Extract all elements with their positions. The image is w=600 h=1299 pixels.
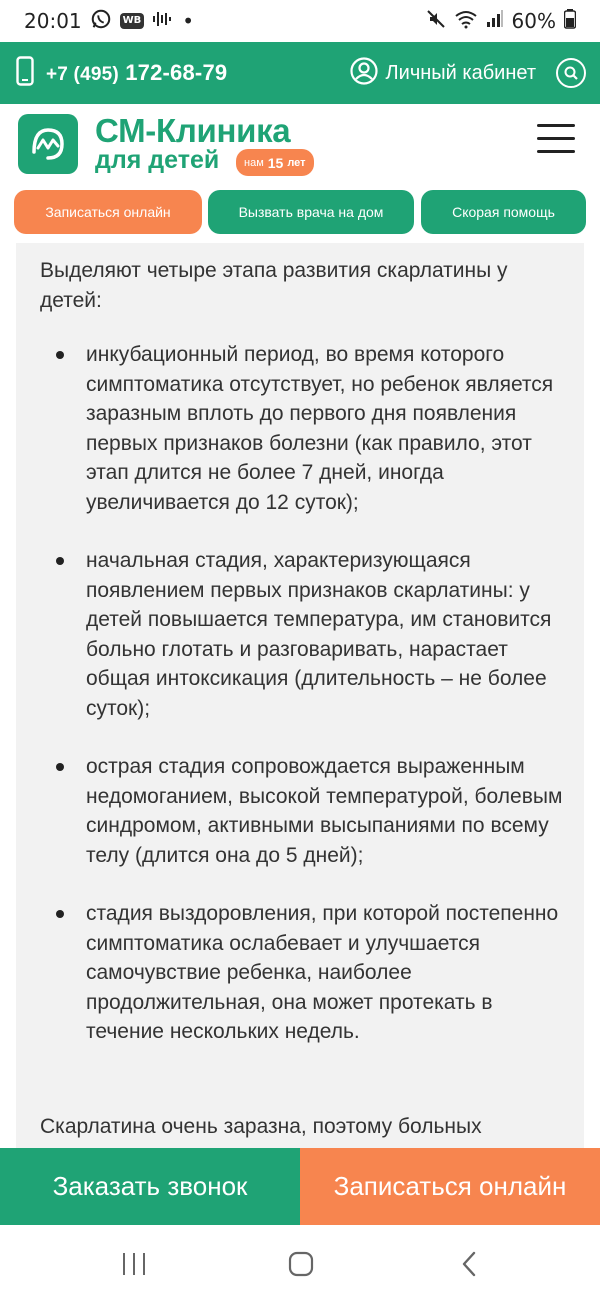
bullet-icon bbox=[56, 351, 64, 359]
doctor-home-button[interactable]: Вызвать врача на дом bbox=[208, 190, 414, 234]
battery-icon bbox=[564, 9, 576, 34]
years-badge-unit: лет bbox=[287, 156, 306, 169]
back-icon[interactable] bbox=[452, 1247, 486, 1281]
status-time: 20:01 bbox=[24, 9, 82, 33]
stages-list bbox=[40, 340, 570, 1076]
emergency-button[interactable]: Скорая помощь bbox=[421, 190, 586, 234]
system-nav-bar bbox=[0, 1225, 600, 1299]
bullet-icon bbox=[56, 557, 64, 565]
home-icon[interactable] bbox=[284, 1247, 318, 1281]
brand-name[interactable]: СМ-Клиника bbox=[95, 112, 291, 149]
action-buttons bbox=[0, 186, 600, 242]
wifi-icon bbox=[454, 9, 478, 34]
whatsapp-icon bbox=[90, 8, 112, 35]
list-item bbox=[40, 899, 570, 1047]
article-content bbox=[16, 243, 584, 1148]
phone-icon bbox=[16, 56, 34, 91]
search-icon[interactable] bbox=[556, 58, 586, 88]
recent-apps-icon[interactable] bbox=[117, 1247, 151, 1281]
list-item-text: острая стадия сопровождается выраженным недомоганием, высокой температурой, болевым синдромом, активными высыпаниями по всему телу (длится она до 5 дней); bbox=[86, 755, 563, 867]
list-item-text: начальная стадия, характеризующаяся появлением первых признаков скарлатины: у детей повышается температура, им становится больно глотать и разговаривать, нарастает общая интоксикация (длительность – не более суток); bbox=[86, 549, 552, 720]
order-call-button[interactable]: Заказать звонок bbox=[0, 1148, 300, 1225]
bottom-cta bbox=[0, 1148, 600, 1225]
logo-header bbox=[0, 104, 600, 186]
phone-number bbox=[46, 60, 227, 86]
audio-wave-icon bbox=[152, 9, 174, 33]
wb-icon: WB bbox=[120, 13, 145, 29]
list-item bbox=[40, 340, 570, 517]
list-item-text: инкубационный период, во время которого симптоматика отсутствует, но ребенок является заразным вплоть до первого дня появления первых признаков болезни (как правило, этот этап длится не более 7 дней, иногда увеличивается до 12 суток); bbox=[86, 343, 554, 514]
list-item bbox=[40, 752, 570, 870]
book-online-button[interactable]: Записаться онлайн bbox=[14, 190, 202, 234]
intro-paragraph: Выделяют четыре этапа развития скарлатины у детей: bbox=[40, 259, 508, 312]
cabinet-link[interactable]: Личный кабинет bbox=[385, 61, 536, 84]
user-icon[interactable] bbox=[350, 57, 378, 90]
list-item-text: стадия выздоровления, при которой постепенно симптоматика ослабевает и улучшается самочувствие ребенка, наиболее продолжительная, она может протекать в течение нескольких недель. bbox=[86, 902, 559, 1043]
menu-icon[interactable] bbox=[537, 124, 577, 156]
mute-icon bbox=[426, 9, 446, 34]
logo-icon[interactable] bbox=[18, 114, 78, 174]
cta-book-online-button[interactable]: Записаться онлайн bbox=[300, 1148, 600, 1225]
list-item bbox=[40, 546, 570, 723]
outro-paragraph: Скарлатина очень заразна, поэтому больных bbox=[40, 1115, 482, 1138]
years-badge-prefix: нам bbox=[244, 156, 264, 169]
signal-icon bbox=[486, 9, 504, 33]
phone-digits: 172-68-79 bbox=[125, 60, 228, 85]
years-badge-number: 15 bbox=[267, 154, 284, 171]
status-dot: • bbox=[182, 9, 195, 33]
battery-level: 60% bbox=[511, 9, 556, 33]
brand-subtitle: для детей bbox=[95, 146, 220, 174]
years-badge bbox=[236, 149, 314, 176]
bullet-icon bbox=[56, 910, 64, 918]
bullet-icon bbox=[56, 763, 64, 771]
status-bar bbox=[0, 0, 600, 42]
phone-code: +7 (495) bbox=[46, 64, 119, 85]
top-contact-bar bbox=[0, 42, 600, 104]
phone-link[interactable] bbox=[16, 56, 227, 91]
